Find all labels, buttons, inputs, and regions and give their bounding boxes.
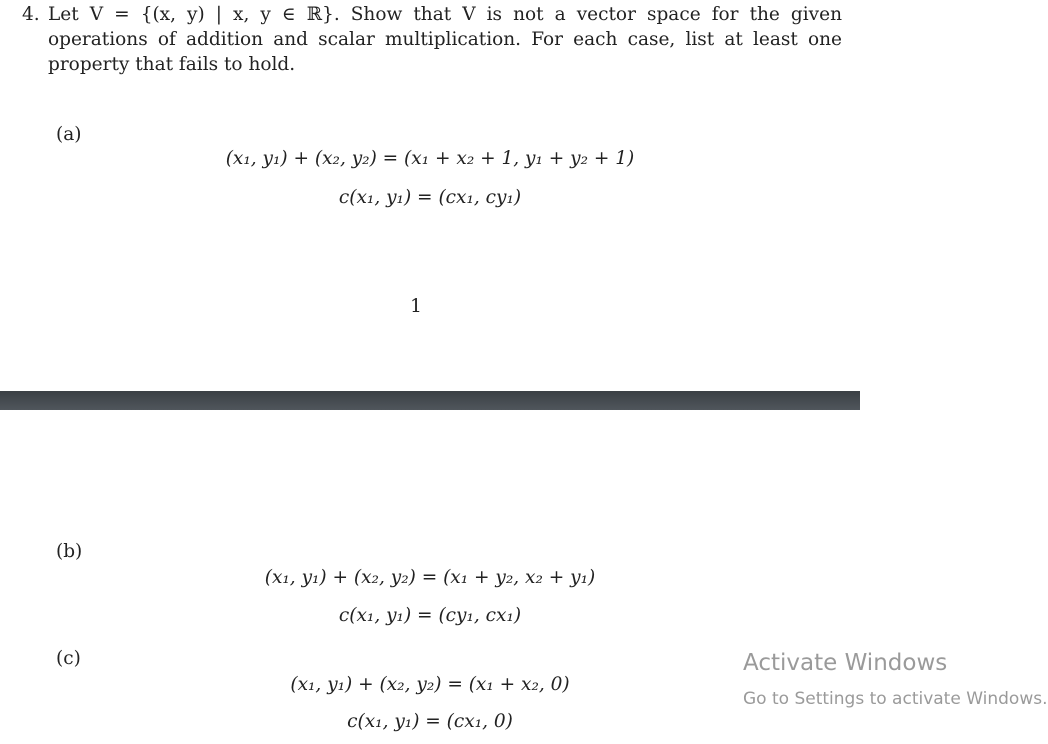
page-separator xyxy=(0,391,860,410)
part-c-addition: (x₁, y₁) + (x₂, y₂) = (x₁ + x₂, 0) xyxy=(290,674,570,695)
part-a-label: (a) xyxy=(56,124,82,145)
activate-windows-title: Activate Windows xyxy=(743,650,948,676)
page-1 xyxy=(0,0,860,391)
part-a-addition: (x₁, y₁) + (x₂, y₂) = (x₁ + x₂ + 1, y₁ + y₂ + 1) xyxy=(225,148,635,169)
part-b-addition: (x₁, y₁) + (x₂, y₂) = (x₁ + y₂, x₂ + y₁) xyxy=(264,567,596,588)
part-b-label: (b) xyxy=(56,541,83,562)
page-number: 1 xyxy=(410,296,422,317)
activate-windows-link[interactable]: Go to Settings to activate Windows. xyxy=(743,689,1048,709)
problem-text: Let V = {(x, y) | x, y ∈ ℝ}. Show that V is not a vector space for the given operations of addition and scalar multiplication. For each case, list at least one property that fails to hold. xyxy=(48,4,842,75)
part-b-scalar: c(x₁, y₁) = (cy₁, cx₁) xyxy=(338,605,522,626)
part-a-scalar: c(x₁, y₁) = (cx₁, cy₁) xyxy=(338,187,522,208)
part-c-label: (c) xyxy=(56,648,81,669)
part-c-scalar: c(x₁, y₁) = (cx₁, 0) xyxy=(347,711,513,732)
problem-number: 4. xyxy=(22,4,40,25)
